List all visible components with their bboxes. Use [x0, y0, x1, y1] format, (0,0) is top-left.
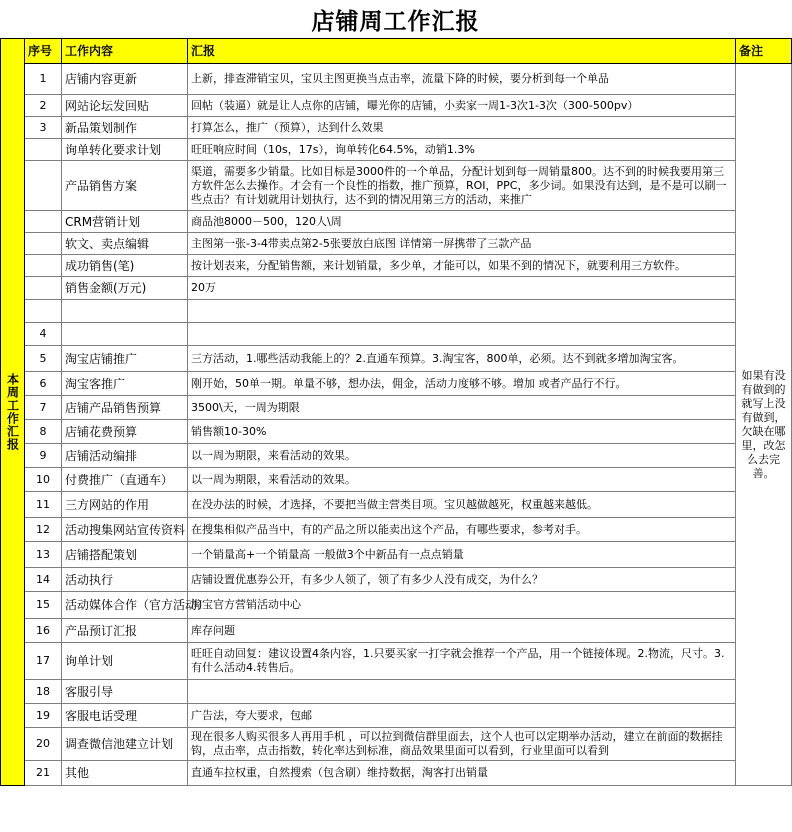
row-report[interactable]	[188, 323, 736, 346]
row-task[interactable]: 店铺花费预算	[62, 420, 188, 444]
row-task[interactable]: 付费推广（直通车）	[62, 468, 188, 492]
row-task[interactable]: 其他	[62, 761, 188, 786]
table-row	[1, 468, 792, 492]
row-task[interactable]: 产品预订汇报	[62, 619, 188, 643]
row-task[interactable]: 店铺内容更新	[62, 64, 188, 95]
row-seq[interactable]: 10	[25, 468, 62, 492]
row-report[interactable]: 上新，排查滞销宝贝，宝贝主图更换当点击率，流量下降的时候，要分析到每一个单品	[188, 64, 736, 95]
header-seq: 序号	[25, 39, 62, 64]
row-seq[interactable]	[25, 300, 62, 323]
row-seq[interactable]: 7	[25, 396, 62, 420]
report-table-body	[1, 39, 792, 786]
row-task[interactable]	[62, 323, 188, 346]
header-row	[1, 39, 792, 64]
row-seq[interactable]: 2	[25, 95, 62, 117]
table-row	[1, 592, 792, 619]
table-row	[1, 680, 792, 704]
row-seq[interactable]: 17	[25, 643, 62, 680]
table-row	[1, 542, 792, 568]
row-task[interactable]: 活动媒体合作（官方活动）	[62, 592, 188, 619]
row-report[interactable]: 以一周为期限，来看活动的效果。	[188, 468, 736, 492]
row-report[interactable]: 直通车拉权重，自然搜索（包含刷）维持数据，淘客打出销量	[188, 761, 736, 786]
row-seq[interactable]: 20	[25, 728, 62, 761]
row-task[interactable]: 客服电话受理	[62, 704, 188, 728]
row-task[interactable]: CRM营销计划	[62, 211, 188, 233]
table-row	[1, 255, 792, 277]
table-row	[1, 233, 792, 255]
table-row	[1, 518, 792, 542]
table-row	[1, 64, 792, 95]
row-report[interactable]: 以一周为期限，来看活动的效果。	[188, 444, 736, 468]
row-seq[interactable]: 9	[25, 444, 62, 468]
row-report[interactable]: 广告法，夸大要求，包邮	[188, 704, 736, 728]
row-report[interactable]: 3500\天，一周为期限	[188, 396, 736, 420]
row-seq[interactable]: 3	[25, 117, 62, 139]
table-row	[1, 300, 792, 323]
table-row	[1, 277, 792, 300]
row-report[interactable]: 刚开始，50单一期。单量不够，想办法，佣金，活动力度够不够。增加 或者产品行不行。	[188, 372, 736, 396]
row-report[interactable]: 一个销量高+一个销量高 一般做3个中新品有一点点销量	[188, 542, 736, 568]
table-row	[1, 420, 792, 444]
row-report[interactable]: 打算怎么，推广（预算），达到什么效果	[188, 117, 736, 139]
row-task[interactable]: 店铺产品销售预算	[62, 396, 188, 420]
row-report[interactable]: 商品池8000－500，120人\周	[188, 211, 736, 233]
row-seq[interactable]: 15	[25, 592, 62, 619]
note-cell[interactable]: 如果有没有做到的就写上没有做到，欠缺在哪里，改怎么去完善。	[736, 64, 792, 786]
table-row	[1, 346, 792, 372]
table-row	[1, 139, 792, 161]
row-report[interactable]: 店铺设置优惠券公开，有多少人领了，领了有多少人没有成交，为什么？	[188, 568, 736, 592]
row-task[interactable]: 成功销售(笔)	[62, 255, 188, 277]
table-row	[1, 211, 792, 233]
row-report[interactable]: 在搜集相似产品当中，有的产品之所以能卖出这个产品，有哪些要求，参考对手。	[188, 518, 736, 542]
row-task[interactable]: 淘宝客推广	[62, 372, 188, 396]
row-report[interactable]: 在没办法的时候，才选择，不要把当做主营类目项。宝贝越做越死，权重越来越低。	[188, 492, 736, 518]
row-seq[interactable]: 1	[25, 64, 62, 95]
row-task[interactable]: 三方网站的作用	[62, 492, 188, 518]
table-row	[1, 396, 792, 420]
row-seq[interactable]: 16	[25, 619, 62, 643]
table-row	[1, 568, 792, 592]
row-task[interactable]: 产品销售方案	[62, 161, 188, 211]
header-note: 备注	[736, 39, 792, 64]
table-row	[1, 761, 792, 786]
row-report[interactable]	[188, 300, 736, 323]
row-seq[interactable]	[25, 255, 62, 277]
row-report[interactable]: 渠道，需要多少销量。比如目标是3000件的一个单品，分配计划到每一周销量800。达不到的时候我要用第三方软件怎么去操作。才会有一个良性的指数，推广预算，ROI，PPC，多少词。如果没有达到，是不是可以刷一些点击？有计划就用计划执行，达不到的情况用第三方的活动，来推广	[188, 161, 736, 211]
row-task[interactable]: 店铺活动编排	[62, 444, 188, 468]
row-report[interactable]: 20万	[188, 277, 736, 300]
row-seq[interactable]: 8	[25, 420, 62, 444]
row-report[interactable]: 销售额10-30%	[188, 420, 736, 444]
row-seq[interactable]: 11	[25, 492, 62, 518]
table-row	[1, 117, 792, 139]
side-label: 本周工作汇报	[1, 39, 25, 786]
row-seq[interactable]	[25, 139, 62, 161]
row-seq[interactable]: 5	[25, 346, 62, 372]
table-row	[1, 444, 792, 468]
table-row	[1, 95, 792, 117]
table-row	[1, 323, 792, 346]
row-task[interactable]: 店铺搭配策划	[62, 542, 188, 568]
row-seq[interactable]	[25, 161, 62, 211]
table-row	[1, 492, 792, 518]
row-task[interactable]: 销售金额(万元)	[62, 277, 188, 300]
row-seq[interactable]: 21	[25, 761, 62, 786]
row-task[interactable]: 新品策划制作	[62, 117, 188, 139]
row-seq[interactable]: 6	[25, 372, 62, 396]
table-row	[1, 704, 792, 728]
row-seq[interactable]	[25, 233, 62, 255]
table-row	[1, 161, 792, 211]
row-report[interactable]	[188, 680, 736, 704]
sheet-title: 店铺周工作汇报	[311, 7, 480, 35]
row-task[interactable]: 活动搜集网站宣传资料	[62, 518, 188, 542]
row-task[interactable]: 活动执行	[62, 568, 188, 592]
row-seq[interactable]: 4	[25, 323, 62, 346]
row-seq[interactable]: 13	[25, 542, 62, 568]
row-task[interactable]: 淘宝店铺推广	[62, 346, 188, 372]
row-seq[interactable]	[25, 277, 62, 300]
row-task[interactable]: 调查微信池建立计划	[62, 728, 188, 761]
row-report[interactable]: 现在很多人购买很多人再用手机 ，可以拉到微信群里面去，这个人也可以定期举办活动，建立在前面的数据挂钩，点击率，点击指数，转化率达到标准，商品效果里面可以看到，行业里面可以看到	[188, 728, 736, 761]
header-report: 汇报	[188, 39, 736, 64]
row-report[interactable]: 库存问题	[188, 619, 736, 643]
row-report[interactable]: 旺旺自动回复：建议设置4条内容，1.只要买家一打字就会推荐一个产品，用一个链接体现。2.物流，尺寸。3.有什么活动4.转售后。	[188, 643, 736, 680]
row-report[interactable]: 主图第一张-3-4带卖点第2-5张要放白底图 详情第一屏携带了三款产品	[188, 233, 736, 255]
row-report[interactable]: 按计划表来，分配销售额，来计划销量，多少单，才能可以，如果不到的情况下，就要利用三方软件。	[188, 255, 736, 277]
row-seq[interactable]: 19	[25, 704, 62, 728]
table-row	[1, 728, 792, 761]
row-task[interactable]: 询单计划	[62, 643, 188, 680]
row-seq[interactable]: 14	[25, 568, 62, 592]
report-table	[0, 38, 792, 786]
table-row	[1, 372, 792, 396]
row-seq[interactable]	[25, 211, 62, 233]
row-report[interactable]: 回帖（装逼）就是让人点你的店铺，曝光你的店铺，小卖家一周1-3次1-3次（300-500pv）	[188, 95, 736, 117]
row-task[interactable]: 网站论坛发回贴	[62, 95, 188, 117]
row-task[interactable]: 客服引导	[62, 680, 188, 704]
table-row	[1, 643, 792, 680]
row-report[interactable]: 三方活动，1.哪些活动我能上的？2.直通车预算。3.淘宝客，800单，必须。达不到就多增加淘宝客。	[188, 346, 736, 372]
row-task[interactable]	[62, 300, 188, 323]
header-task: 工作内容	[62, 39, 188, 64]
row-seq[interactable]: 12	[25, 518, 62, 542]
row-seq[interactable]: 18	[25, 680, 62, 704]
row-report[interactable]: 旺旺响应时间（10s，17s），询单转化64.5%，动销1.3%	[188, 139, 736, 161]
row-task[interactable]: 询单转化要求计划	[62, 139, 188, 161]
row-task[interactable]: 软文、卖点编辑	[62, 233, 188, 255]
table-row	[1, 619, 792, 643]
row-report[interactable]: 淘宝官方营销活动中心	[188, 592, 736, 619]
